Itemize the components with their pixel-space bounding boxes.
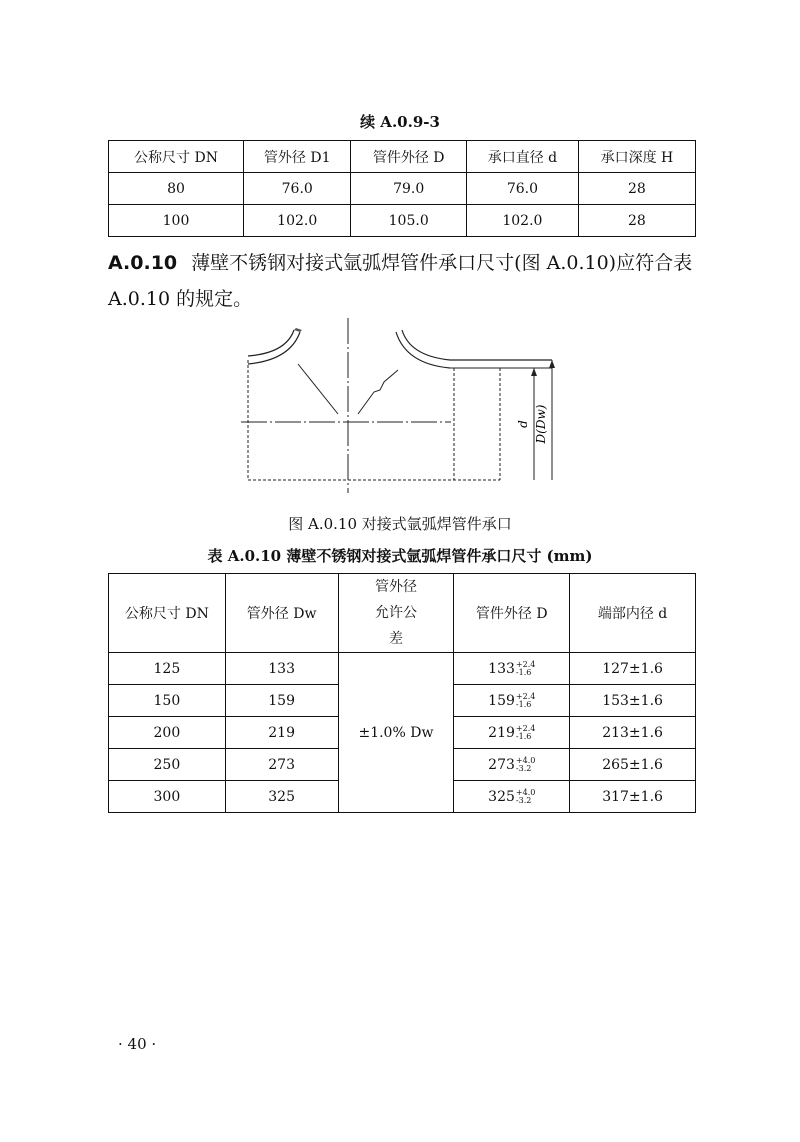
table2-header-cell: 管外径 Dw — [225, 574, 338, 653]
figure-caption: 图 A.0.10 对接式氩弧焊管件承口 — [288, 515, 512, 533]
table2-cell: 273 — [225, 749, 338, 781]
table2-cell — [454, 749, 570, 781]
page-number: · 40 · — [118, 1035, 157, 1053]
table1-header-cell: 公称尺寸 DN — [109, 141, 244, 173]
table1-header-cell: 管外径 D1 — [244, 141, 351, 173]
table1-cell: 28 — [578, 205, 695, 237]
right-outer-curve — [402, 330, 450, 360]
table2-cell: 125 — [109, 653, 226, 685]
tolerance-cell: ±1.0% Dw — [338, 653, 454, 813]
tolerance-stack: +2.4 -1.6 — [515, 659, 536, 677]
table1-cell: 79.0 — [351, 173, 467, 205]
table1-cell: 100 — [109, 205, 244, 237]
table1-cell: 76.0 — [244, 173, 351, 205]
table2-cell — [454, 781, 570, 813]
table2-header-cell: 公称尺寸 DN — [109, 574, 226, 653]
socket-figure — [236, 318, 576, 493]
right-inner-curve — [396, 332, 450, 368]
tolerance-stack: +2.4 -1.6 — [515, 691, 536, 709]
table2-cell: 133 — [225, 653, 338, 685]
table2-cell: 127±1.6 — [570, 653, 696, 685]
fitting-od: 159 — [488, 692, 515, 709]
table2 — [108, 573, 696, 813]
clause-paragraph — [108, 245, 708, 317]
table2-cell: 300 — [109, 781, 226, 813]
table2-row — [109, 653, 696, 685]
left-lip — [294, 328, 302, 332]
left-weld-line — [298, 364, 338, 414]
clause-text: 薄壁不锈钢对接式氩弧焊管件承口尺寸(图 A.0.10)应符合表 A.0.10 的规定。 — [108, 252, 693, 310]
table2-cell: 159 — [225, 685, 338, 717]
dim-arrow — [531, 368, 537, 376]
left-inner-curve — [248, 332, 300, 364]
table2-header-row — [109, 574, 696, 653]
table1-header-cell: 承口深度 H — [578, 141, 695, 173]
table1-header-row — [109, 141, 696, 173]
left-outer-curve — [248, 330, 294, 356]
tolerance-stack: +2.4 -1.6 — [515, 723, 536, 741]
fitting-od: 273 — [488, 756, 515, 773]
table2-cell: 250 — [109, 749, 226, 781]
table1-header-cell: 管件外径 D — [351, 141, 467, 173]
table1-cell: 28 — [578, 173, 695, 205]
tolerance-stack: +4.0 -3.2 — [515, 787, 536, 805]
table2-cell: 219 — [225, 717, 338, 749]
table2-cell — [454, 717, 570, 749]
table1-caption: 续 A.0.9-3 — [360, 113, 440, 131]
fitting-od: 325 — [488, 788, 515, 805]
table1-cell: 105.0 — [351, 205, 467, 237]
table2-cell — [454, 653, 570, 685]
table2-cell: 325 — [225, 781, 338, 813]
right-weld-line — [358, 370, 398, 414]
table1-cell: 80 — [109, 173, 244, 205]
table2-cell: 200 — [109, 717, 226, 749]
table2-header-cell: 端部内径 d — [570, 574, 696, 653]
table1-cell: 76.0 — [466, 173, 578, 205]
table2-cell: 213±1.6 — [570, 717, 696, 749]
table1 — [108, 140, 696, 237]
table1-cell: 102.0 — [466, 205, 578, 237]
table2-header-cell: 管件外径 D — [454, 574, 570, 653]
clause-number: A.0.10 — [108, 252, 178, 274]
dim-D-label: D(Dw) — [534, 404, 548, 444]
table1-cell: 102.0 — [244, 205, 351, 237]
fitting-od: 133 — [488, 660, 515, 677]
table1-row — [109, 173, 696, 205]
table2-cell: 150 — [109, 685, 226, 717]
table2-header-cell: 管外径允许公差 — [338, 574, 454, 653]
table1-header-cell: 承口直径 d — [466, 141, 578, 173]
dim-d-label: d — [516, 420, 530, 428]
dim-arrow — [549, 360, 555, 368]
table2-cell: 153±1.6 — [570, 685, 696, 717]
table1-row — [109, 205, 696, 237]
table2-caption: 表 A.0.10 薄壁不锈钢对接式氩弧焊管件承口尺寸 (mm) — [207, 547, 593, 565]
table2-cell: 317±1.6 — [570, 781, 696, 813]
table2-cell: 265±1.6 — [570, 749, 696, 781]
tolerance-stack: +4.0 -3.2 — [515, 755, 536, 773]
fitting-od: 219 — [488, 724, 515, 741]
table2-cell — [454, 685, 570, 717]
